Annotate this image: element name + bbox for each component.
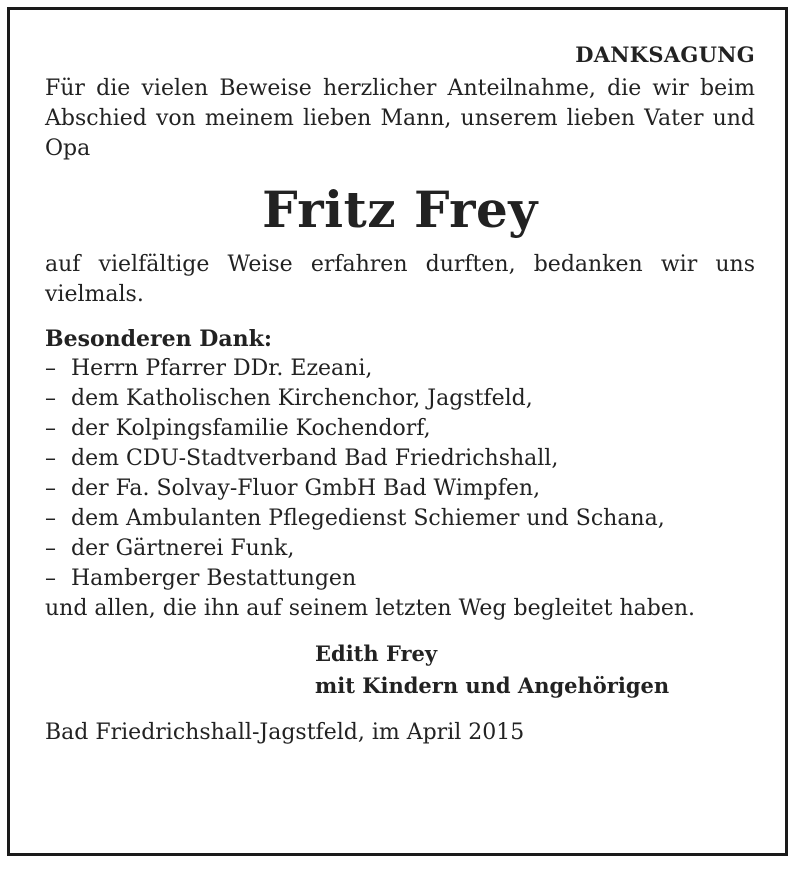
place-and-date: Bad Friedrichshall-Jagstfeld, im April 2015 [45,720,525,745]
signature-family: mit Kindern und Angehörigen [315,673,670,698]
thanks-paragraph: auf vielfältige Weise erfahren durften, bedanken wir uns vielmals. [45,252,755,307]
list-item-text: der Fa. Solvay-Fluor GmbH Bad Wimpfen, [71,476,541,501]
list-item-text: der Kolpingsfamilie Kochendorf, [71,416,431,441]
list-item [45,504,755,534]
signature-block [315,638,755,702]
dash-mark: – [45,446,56,471]
list-item-text: Herrn Pfarrer DDr. Ezeani, [71,356,373,381]
dash-mark: – [45,476,56,501]
closing-line: und allen, die ihn auf seinem letzten Weg begleitet haben. [45,596,696,621]
list-item [45,534,755,564]
intro-paragraph: Für die vielen Beweise herzlicher Anteilnahme, die wir beim Abschied von meinem lieben Mann, unserem lieben Vater und Opa [45,76,755,161]
dash-mark: – [45,566,56,591]
dash-mark: – [45,386,56,411]
list-item [45,444,755,474]
signature-name: Edith Frey [315,641,438,666]
list-item [45,414,755,444]
list-item [45,354,755,384]
deceased-name: Fritz Frey [262,180,538,239]
list-item [45,384,755,414]
dash-mark: – [45,536,56,561]
list-item-text: der Gärtnerei Funk, [71,536,295,561]
dash-mark: – [45,506,56,531]
list-item-text: dem CDU-Stadtverband Bad Friedrichshall, [71,446,559,471]
special-thanks-list [45,354,755,594]
list-item [45,564,755,594]
special-thanks-title: Besonderen Dank: [45,326,272,352]
list-item-text: dem Katholischen Kirchenchor, Jagstfeld, [71,386,533,411]
list-item-text: dem Ambulanten Pflegedienst Schiemer und Schana, [71,506,665,531]
list-item [45,474,755,504]
obituary-notice [45,40,755,748]
notice-heading: DANKSAGUNG [575,42,755,67]
list-item-text: Hamberger Bestattungen [71,566,357,591]
dash-mark: – [45,416,56,441]
dash-mark: – [45,356,56,381]
